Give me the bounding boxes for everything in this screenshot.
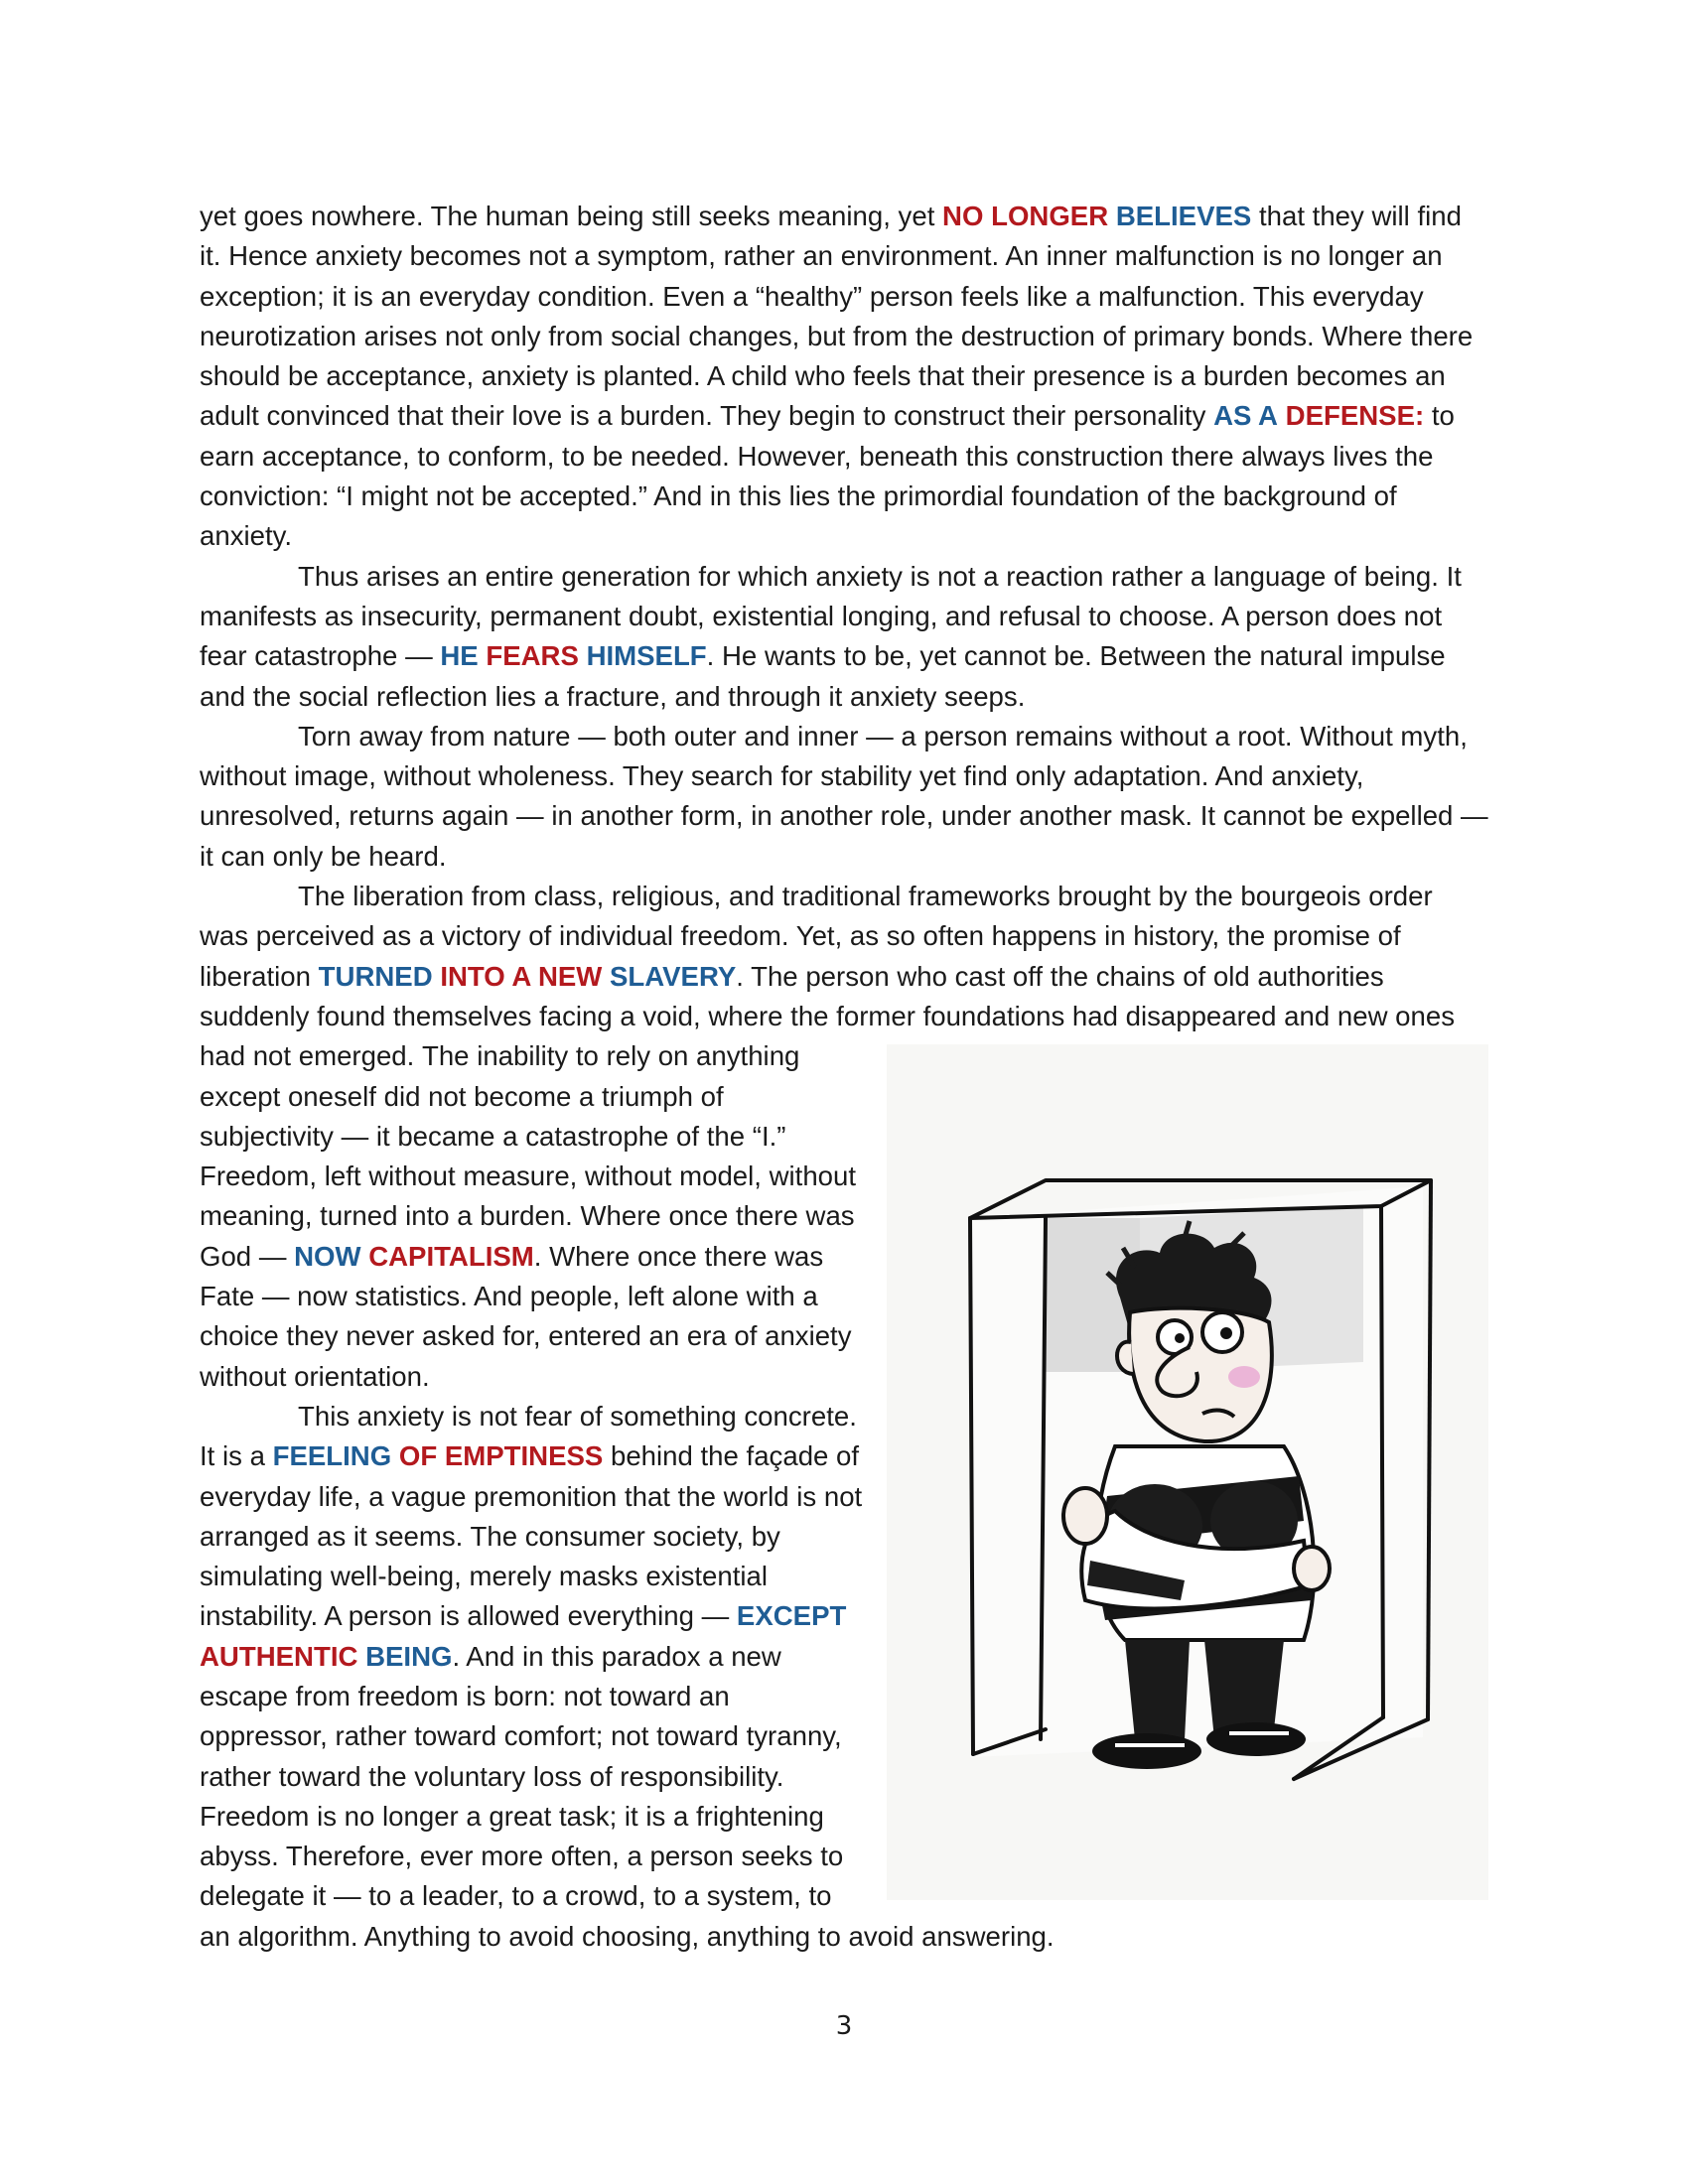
text-run: The liberation from class, religious, and traditional frameworks brought by the bourgeois order was perceived as a victory of individual freedom. Yet, as so often happens in history, the promise of liberation xyxy=(200,881,1433,992)
text-run: to earn acceptance, to conform, to be needed. However, beneath this construction there always lives the conviction: “I might not be accepted.” And in this lies the primordial foundation of the background of anxiety. xyxy=(200,400,1455,552)
emphasis-red: DEFENSE: xyxy=(1285,400,1425,432)
emphasis-blue: SLAVERY xyxy=(610,960,737,992)
text-run xyxy=(1278,400,1286,431)
text-run: that they will find it. Hence anxiety becomes not a symptom, rather an environment. An inner malfunction is no longer an exception; it is an everyday condition. Even a “healthy” person feels like a malfunction. This everyday neurotization arises not only from social changes, but from the destruction of primary bonds. Where there should be acceptance, anxiety is planted. A child who feels that their presence is a burden becomes an adult convinced that their love is a burden. They begin to construct their personality xyxy=(200,201,1474,432)
text-run: . The person who cast off the chains of old authorities suddenly found themselves facing a void, where the former foundations had disappeared and new ones had not emerged. The inability to rely on anything except oneself did not become a triumph of subjectivity — it became a catastrophe of the “I.” Freedom, left without measure, without model, without meaning, turned into a burden. Where once there was God — xyxy=(200,961,1455,1272)
text-run: yet goes nowhere. The human being still seeks meaning, yet xyxy=(200,201,943,231)
emphasis-red: FEARS xyxy=(486,640,579,672)
text-run xyxy=(579,640,587,671)
body-text xyxy=(200,197,1488,1957)
emphasis-blue: BELIEVES xyxy=(1115,201,1252,231)
emphasis-red: NO LONGER xyxy=(942,201,1109,231)
emphasis-red: OF EMPTINESS xyxy=(398,1440,604,1472)
paragraph xyxy=(200,717,1488,877)
text-run: . And in this paradox a new escape from freedom is born: not toward an oppressor, rather toward comfort; not toward tyranny, rather toward the voluntary loss of responsibility. Freedom is no longer a great task; it is a frightening abyss. Therefore, ever more often, a person seeks to delegate it — to a leader, to a crowd, to a system, to an algorithm. Anything to avoid choosing, anything to avoid answering. xyxy=(200,1640,1055,1952)
text-run: . Where once there was Fate — now statistics. And people, left alone with a choice they never asked for, entered an era of anxiety without orientation. xyxy=(200,1240,852,1392)
emphasis-red: AUTHENTIC xyxy=(200,1640,358,1672)
emphasis-red: CAPITALISM xyxy=(368,1240,534,1272)
text-run: behind the façade of everyday life, a vague premonition that the world is not arranged as it seems. The consumer society, by simulating well-being, merely masks existential instability. A person is allowed everything — xyxy=(200,1440,863,1632)
paragraph xyxy=(200,557,1488,717)
text-run: Thus arises an entire generation for which anxiety is not a reaction rather a language of being. It manifests as insecurity, permanent doubt, existential longing, and refusal to choose. A person does not fear catastrophe — xyxy=(200,560,1462,672)
paragraph xyxy=(200,197,1488,557)
text-run xyxy=(357,1641,365,1672)
emphasis-blue: TURNED xyxy=(318,960,433,992)
cartoon-illustration xyxy=(887,1044,1488,1900)
emphasis-blue: HIMSELF xyxy=(586,640,707,672)
text-run xyxy=(602,961,610,992)
text-run: Torn away from nature — both outer and inner — a person remains without a root. Without myth, without image, without wholeness. They search for stability yet find only adaptation. And anxiety, unresolved, returns again — in another form, in another role, under another mask. It cannot be expelled — it can only be heard. xyxy=(200,720,1488,872)
text-run: This anxiety is not fear of something concrete. It is a xyxy=(200,1400,857,1472)
emphasis-red: INTO A NEW xyxy=(440,960,603,992)
emphasis-blue: EXCEPT xyxy=(736,1600,847,1632)
page-number: 3 xyxy=(835,2011,853,2041)
emphasis-blue: HE xyxy=(440,640,479,672)
text-run xyxy=(1108,201,1116,231)
anxious-man-in-box-icon xyxy=(887,1044,1488,1900)
text-run xyxy=(391,1440,399,1471)
text-run: . He wants to be, yet cannot be. Between the natural impulse and the social reflection lies a fracture, and through it anxiety seeps. xyxy=(200,640,1446,712)
emphasis-blue: NOW xyxy=(294,1240,361,1272)
emphasis-blue: AS A xyxy=(1213,400,1278,432)
paragraph xyxy=(200,877,1488,1397)
emphasis-blue: FEELING xyxy=(272,1440,392,1472)
emphasis-blue: BEING xyxy=(365,1640,453,1672)
